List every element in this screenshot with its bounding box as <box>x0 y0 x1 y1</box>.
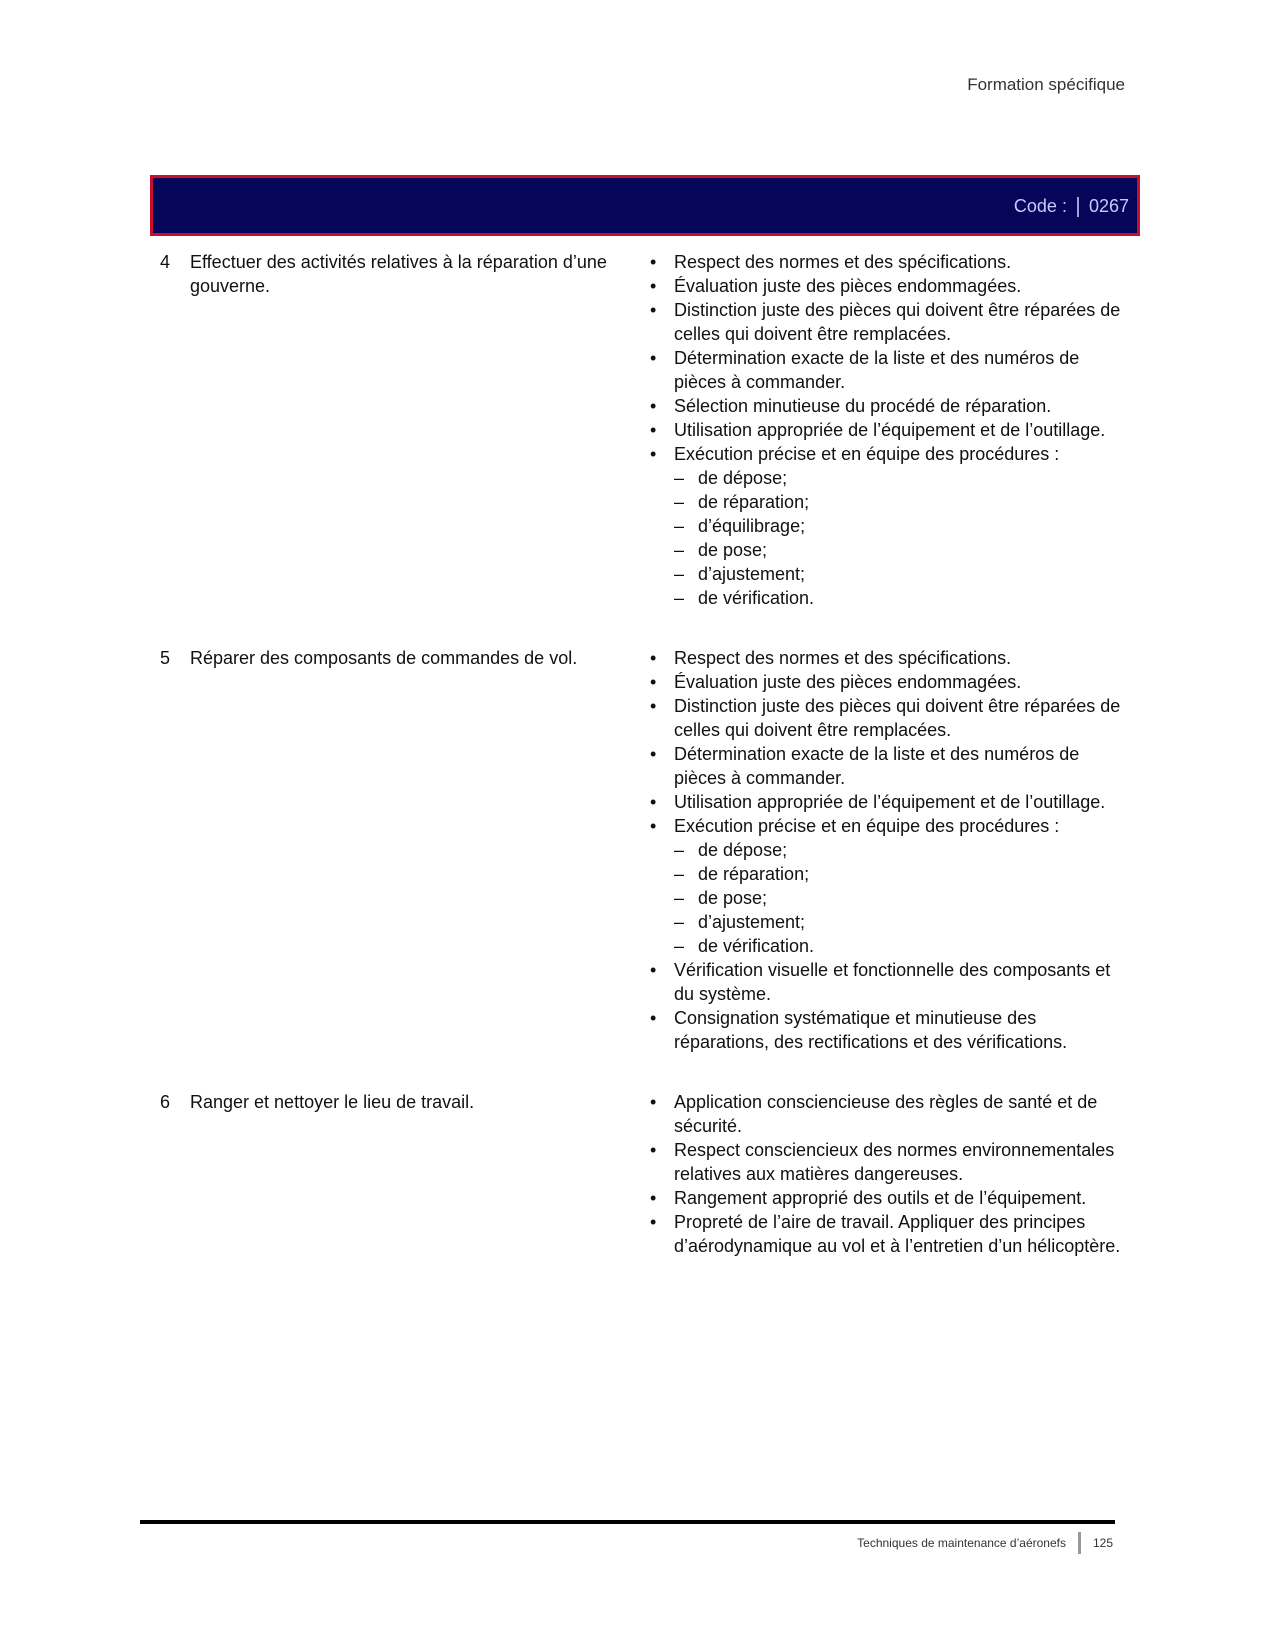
criterion-text: Évaluation juste des pièces endommagées. <box>674 672 1022 692</box>
competency-code <box>1014 196 1129 217</box>
bullet-icon: • <box>650 744 657 764</box>
dash-icon: – <box>674 564 685 584</box>
sub-criterion-item <box>650 538 1130 562</box>
footer-rule <box>140 1520 1115 1524</box>
criterion-item <box>650 298 1130 346</box>
bullet-icon: • <box>650 648 657 668</box>
table-row <box>160 250 1130 610</box>
bullet-icon: • <box>650 348 657 368</box>
sub-criterion-text: de dépose; <box>698 468 788 488</box>
criterion-text: Application consciencieuse des règles de santé et de sécurité. <box>674 1092 1098 1136</box>
criterion-item <box>650 814 1130 838</box>
criterion-text: Respect des normes et des spécifications. <box>674 252 1012 272</box>
table-row <box>160 1090 1130 1258</box>
criterion-item <box>650 694 1130 742</box>
sub-criterion-text: de réparation; <box>698 492 810 512</box>
bullet-icon: • <box>650 672 657 692</box>
bullet-icon: • <box>650 960 657 980</box>
dash-icon: – <box>674 864 685 884</box>
criteria-cell <box>650 646 1130 1054</box>
sub-criterion-text: d’ajustement; <box>698 564 806 584</box>
bullet-icon: • <box>650 792 657 812</box>
code-label: Code : <box>1013 196 1067 216</box>
criterion-text: Détermination exacte de la liste et des numéros de pièces à commander. <box>674 348 1080 392</box>
dash-icon: – <box>674 588 685 608</box>
criterion-text: Utilisation appropriée de l’équipement et de l’outillage. <box>674 420 1106 440</box>
criterion-text: Détermination exacte de la liste et des numéros de pièces à commander. <box>674 744 1080 788</box>
dash-icon: – <box>674 492 685 512</box>
task-cell <box>160 250 650 610</box>
dash-icon: – <box>674 936 685 956</box>
criteria-table <box>160 250 1130 1294</box>
footer-separator <box>1078 1532 1081 1554</box>
task-text: Effectuer des activités relatives à la réparation d’une gouverne. <box>190 252 607 296</box>
bullet-icon: • <box>650 300 657 320</box>
criterion-text: Rangement approprié des outils et de l’équipement. <box>674 1188 1087 1208</box>
criterion-text: Consignation systématique et minutieuse des réparations, des rectifications et des vérifications. <box>674 1008 1068 1052</box>
criterion-text: Exécution précise et en équipe des procédures : <box>674 444 1060 464</box>
code-separator <box>1077 197 1079 217</box>
sub-criterion-text: de vérification. <box>698 936 815 956</box>
code-value: 0267 <box>1088 196 1129 216</box>
task-cell <box>160 1090 650 1258</box>
dash-icon: – <box>674 888 685 908</box>
criterion-text: Distinction juste des pièces qui doivent être réparées de celles qui doivent être remplacées. <box>674 300 1121 344</box>
sub-criterion-item <box>650 910 1130 934</box>
criterion-text: Respect consciencieux des normes environnementales relatives aux matières dangereuses. <box>674 1140 1115 1184</box>
dash-icon: – <box>674 516 685 536</box>
sub-criterion-item <box>650 490 1130 514</box>
criterion-text: Utilisation appropriée de l’équipement et de l’outillage. <box>674 792 1106 812</box>
task-cell <box>160 646 650 1054</box>
task-text: Ranger et nettoyer le lieu de travail. <box>190 1092 475 1112</box>
dash-icon: – <box>674 912 685 932</box>
criterion-item <box>650 1090 1130 1138</box>
sub-criterion-item <box>650 514 1130 538</box>
sub-criterion-text: de vérification. <box>698 588 815 608</box>
sub-criterion-item <box>650 562 1130 586</box>
page-number: 125 <box>1092 1536 1113 1550</box>
criterion-item <box>650 790 1130 814</box>
bullet-icon: • <box>650 1212 657 1232</box>
dash-icon: – <box>674 840 685 860</box>
dash-icon: – <box>674 468 685 488</box>
criterion-item <box>650 646 1130 670</box>
criterion-text: Sélection minutieuse du procédé de réparation. <box>674 396 1052 416</box>
bullet-icon: • <box>650 696 657 716</box>
task-text: Réparer des composants de commandes de vol. <box>190 648 578 668</box>
criterion-item <box>650 250 1130 274</box>
dash-icon: – <box>674 540 685 560</box>
criterion-item <box>650 1186 1130 1210</box>
running-header-title: Formation spécifique <box>967 75 1125 94</box>
criteria-cell <box>650 250 1130 610</box>
criterion-item <box>650 670 1130 694</box>
bullet-icon: • <box>650 816 657 836</box>
sub-criterion-item <box>650 838 1130 862</box>
sub-criterion-item <box>650 862 1130 886</box>
bullet-icon: • <box>650 1140 657 1160</box>
criterion-item <box>650 346 1130 394</box>
page-footer <box>857 1532 1113 1554</box>
bullet-icon: • <box>650 420 657 440</box>
criterion-text: Vérification visuelle et fonctionnelle des composants et du système. <box>674 960 1111 1004</box>
sub-criterion-text: de pose; <box>698 540 768 560</box>
task-number: 4 <box>160 252 171 272</box>
criterion-item <box>650 274 1130 298</box>
criterion-item <box>650 418 1130 442</box>
sub-criterion-text: d’équilibrage; <box>698 516 806 536</box>
sub-criterion-item <box>650 586 1130 610</box>
criterion-text: Exécution précise et en équipe des procédures : <box>674 816 1060 836</box>
footer-program-name: Techniques de maintenance d’aéronefs <box>857 1536 1066 1550</box>
criterion-item <box>650 394 1130 418</box>
criterion-text: Respect des normes et des spécifications. <box>674 648 1012 668</box>
task-number: 6 <box>160 1092 171 1112</box>
sub-criterion-text: d’ajustement; <box>698 912 806 932</box>
competency-title-box <box>150 175 1140 236</box>
sub-criterion-text: de dépose; <box>698 840 788 860</box>
table-row <box>160 646 1130 1054</box>
bullet-icon: • <box>650 1008 657 1028</box>
bullet-icon: • <box>650 444 657 464</box>
sub-criterion-text: de réparation; <box>698 864 810 884</box>
bullet-icon: • <box>650 1092 657 1112</box>
criterion-item <box>650 1210 1130 1258</box>
criterion-text: Propreté de l’aire de travail. Appliquer des principes d’aérodynamique au vol et à l’entretien d’un hélicoptère. <box>674 1212 1121 1256</box>
criterion-item <box>650 1138 1130 1186</box>
sub-criterion-item <box>650 886 1130 910</box>
criterion-item <box>650 958 1130 1006</box>
criterion-item <box>650 1006 1130 1054</box>
bullet-icon: • <box>650 1188 657 1208</box>
criterion-text: Évaluation juste des pièces endommagées. <box>674 276 1022 296</box>
sub-criterion-item <box>650 934 1130 958</box>
sub-criterion-text: de pose; <box>698 888 768 908</box>
bullet-icon: • <box>650 396 657 416</box>
criterion-item <box>650 742 1130 790</box>
criteria-cell <box>650 1090 1130 1258</box>
bullet-icon: • <box>650 252 657 272</box>
bullet-icon: • <box>650 276 657 296</box>
sub-criterion-item <box>650 466 1130 490</box>
criterion-item <box>650 442 1130 466</box>
task-number: 5 <box>160 648 171 668</box>
criterion-text: Distinction juste des pièces qui doivent être réparées de celles qui doivent être remplacées. <box>674 696 1121 740</box>
